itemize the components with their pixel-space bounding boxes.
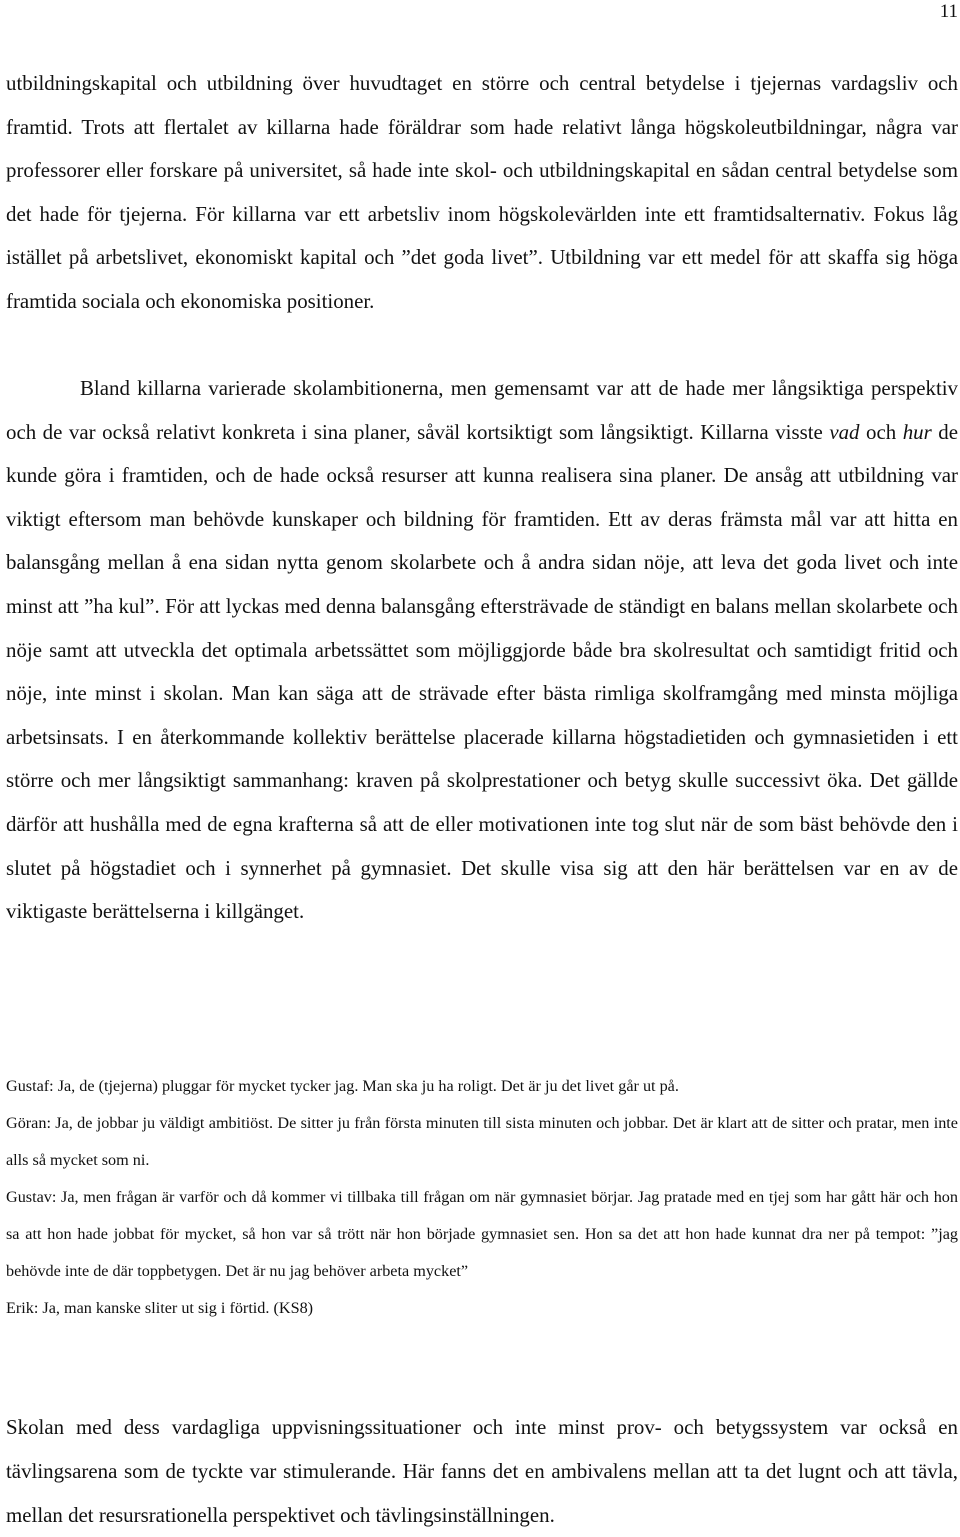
paragraph-3: Skolan med dess vardagliga uppvisningssituationer och inte minst prov- och betygssystem var också en tävlingsarena som de tyckte var stimulerande. Här fanns det en ambivalens mellan att ta det lugnt och att tävla, mellan det resursrationella perspektivet och tävlingsinställningen. — [6, 1415, 958, 1527]
quote-goran: Göran: Ja, de jobbar ju väldigt ambitiöst. De sitter ju från första minuten till sista minuten och jobbar. Det är klart att de sitter och pratar, men inte alls så mycket som ni. — [6, 1114, 958, 1169]
emphasis-hur: hur — [902, 419, 932, 444]
paragraph-2-text-b: och — [859, 419, 903, 444]
quote-gustav: Gustav: Ja, men frågan är varför och då kommer vi tillbaka till frågan om när gymnasiet börjar. Jag pratade med en tjej som har gått här och hon sa att hon hade jobbat för mycket, så hon var så trött när hon började gymnasiet sen. Hon sa det att hon hade kunnat dra ner på tempot: ”jag behövde inte de där toppbetygen. Det är nu jag behöver arbeta mycket” — [6, 1188, 958, 1280]
paragraph-1: utbildningskapital och utbildning över huvudtaget en större och central betydelse i tjejernas vardagsliv och framtid. Trots att flertalet av killarna hade föräldrar som hade relativt långa högskoleutbildningar, några var professorer eller forskare på universitet, så hade inte skol- och utbildningskapital en sådan central betydelse som det hade för tjejerna. För killarna var ett arbetsliv inom högskolevärlden inte ett framtidsalternativ. Fokus låg istället på arbetslivet, ekonomiskt kapital och ”det goda livet”. Utbildning var ett medel för att skaffa sig höga framtida sociala och ekonomiska positioner. — [6, 71, 958, 313]
page-number: 11 — [939, 1, 958, 22]
emphasis-vad: vad — [829, 419, 860, 444]
quote-erik: Erik: Ja, man kanske sliter ut sig i förtid. (KS8) — [6, 1299, 314, 1317]
paragraph-2-text-a: Bland killarna varierade skolambitionerna, men gemensamt var att de hade mer långsiktiga perspektiv och de var också relativt konkreta i sina planer, såväl kortsiktigt som långsiktigt. Killarna visste — [6, 376, 958, 444]
paragraph-2 — [6, 367, 958, 934]
interview-quotes — [6, 1068, 958, 1327]
paragraph-2-text-c: de kunde göra i framtiden, och de hade också resurser att kunna realisera sina planer. De ansåg att utbildning var viktigt eftersom man behövde kunskaper och bildning för framtiden. Ett av deras främsta mål var att hitta en balansgång mellan å ena sidan nytta genom skolarbete och å andra sidan nöje, att leva det goda livet och inte minst att ”ha kul”. För att lyckas med denna balansgång eftersträvade de ständigt en balans mellan skolarbete och nöje samt att utveckla det optimala arbetssättet som möjliggjorde både bra skolresultat och samtidigt fritid och nöje, inte minst i skolan. Man kan säga att de strävade efter bästa rimliga skolframgång med minsta möjliga arbetsinsats. I en återkommande kollektiv berättelse placerade killarna högstadietiden och gymnasietiden i ett större och mer långsiktigt sammanhang: kraven på skolprestationer och betyg skulle successivt öka. Det gällde därför att hushålla med de egna krafterna så att de eller motivationen inte tog slut när de som bäst behövde den i slutet på högstadiet och i synnerhet på gymnasiet. Det skulle visa sig att den här berättelsen var en av de viktigaste berättelserna i killgänget. — [6, 419, 959, 924]
quote-gustaf: Gustaf: Ja, de (tjejerna) pluggar för mycket tycker jag. Man ska ju ha roligt. Det är ju det livet går ut på. — [6, 1077, 679, 1095]
